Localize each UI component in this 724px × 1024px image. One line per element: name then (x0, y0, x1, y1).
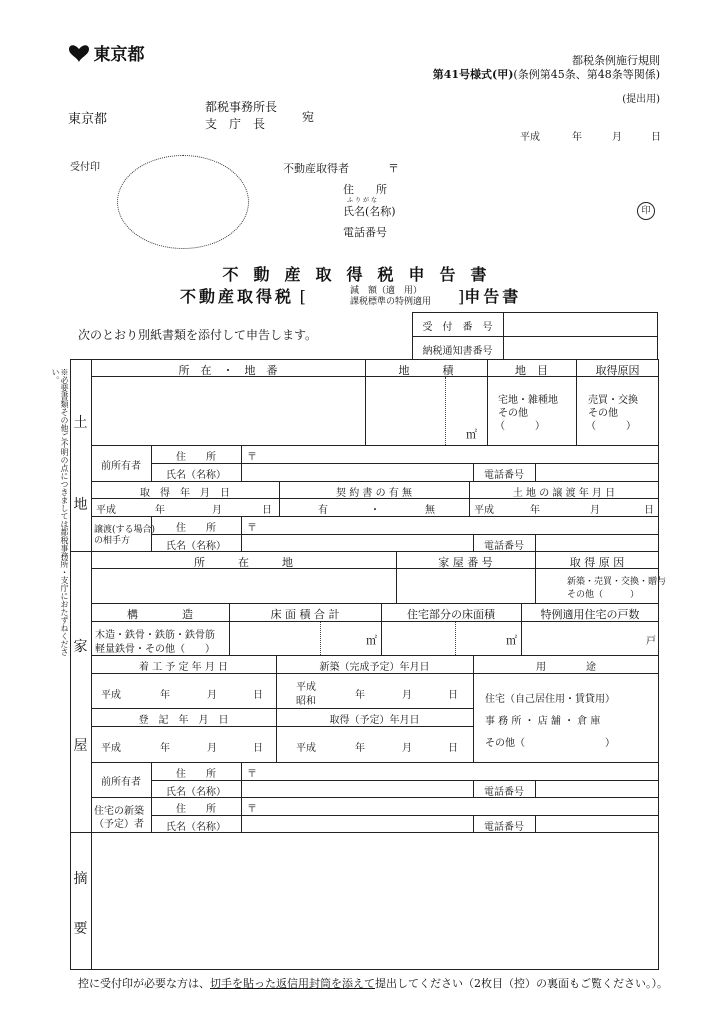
land-transfer-era: 平成 (474, 505, 494, 516)
ginkgo-leaf-icon (68, 43, 90, 63)
registration-year: 年 (160, 743, 170, 754)
date-era: 平成 (520, 132, 540, 143)
transferee-name-label: 氏名（名称） (166, 541, 226, 552)
footer-note-prefix: 控に受付印が必要な方は、 (78, 977, 210, 990)
transferee-phone-label: 電話番号 (484, 541, 524, 552)
postal-mark: 〒 (388, 162, 399, 175)
land-prev-address-label: 住 所 (176, 452, 216, 463)
land-prev-owner-label: 前所有者 (101, 461, 141, 472)
house-prev-address-field[interactable] (260, 763, 658, 779)
acquisition-year: 年 (355, 743, 365, 754)
residential-area-header: 住宅部分の床面積 (407, 608, 495, 621)
use-header: 用 途 (536, 662, 596, 673)
title-prefix: 不動産取得税 (180, 287, 295, 306)
receipt-number-label: 受 付 番 号 (422, 322, 493, 333)
tokyo-logo (68, 40, 145, 65)
use-opt1[interactable]: 住宅（自己居住用・賃貸用） (485, 694, 615, 705)
start-date-header: 着 工 予 定 年 月 日 (138, 662, 229, 673)
form-number: 第41号様式(甲) (432, 68, 514, 81)
builder-phone-field[interactable] (536, 816, 658, 831)
house-prev-phone-label: 電話番号 (484, 787, 524, 798)
builder-address-label: 住 所 (176, 804, 216, 815)
house-label-2: 屋 (73, 738, 88, 754)
registration-day: 日 (253, 743, 263, 754)
start-day: 日 (253, 690, 263, 701)
acquirer-phone-label: 電話番号 (343, 226, 387, 239)
form-title-line1: 不動産取得税申告書 (222, 265, 502, 284)
logo-text: 東京都 (93, 45, 145, 65)
builder-postal-mark: 〒 (247, 804, 257, 815)
side-note: ※必要書類その他ご不明の点につきましては都税事務所・支庁におたずねください。 (51, 368, 69, 656)
form-title-line2 (180, 284, 306, 307)
seal-mark (637, 202, 655, 220)
land-location-field[interactable] (92, 377, 364, 444)
floor-area-field[interactable] (230, 622, 380, 654)
structure-opt2[interactable]: 軽量鉄骨・その他（ ） (95, 644, 215, 655)
land-acq-month: 月 (212, 505, 222, 516)
land-reason-paren: （ ） (586, 421, 636, 432)
land-transfer-month: 月 (590, 505, 600, 516)
date-year: 年 (572, 132, 582, 143)
land-prev-address-field[interactable] (260, 446, 658, 462)
registration-date-header: 登 記 年 月 日 (138, 715, 229, 726)
transferee-label-2: の相手方 (94, 536, 131, 546)
house-prev-name-label: 氏名（名称） (166, 787, 226, 798)
house-label-1: 家 (73, 639, 88, 655)
date-day: 日 (651, 132, 661, 143)
house-reason-opt2[interactable]: その他（ ） (567, 590, 640, 600)
bracket-open: [ (299, 287, 306, 306)
land-transfer-year: 年 (530, 505, 540, 516)
house-reason-opt1[interactable]: 新築・売買・交換・贈与 (567, 577, 667, 587)
house-prev-name-field[interactable] (242, 781, 472, 796)
land-acq-era: 平成 (96, 505, 116, 516)
transferee-postal-mark: 〒 (247, 523, 257, 534)
remarks-label-2: 要 (73, 921, 88, 937)
footer-note-underlined: 切手を貼った返信用封筒を添えて (210, 977, 375, 990)
structure-header: 構 造 (127, 608, 193, 621)
land-reason-opt1[interactable]: 売買・交換 (588, 395, 638, 406)
land-prev-phone-field[interactable] (536, 464, 658, 480)
transferee-phone-field[interactable] (536, 535, 658, 550)
land-prev-postal-mark: 〒 (247, 452, 257, 463)
land-label-2: 地 (73, 497, 88, 513)
contract-yes[interactable]: 有 (318, 505, 328, 516)
form-title-line2-end (458, 284, 521, 307)
house-number-header: 家 屋 番 号 (438, 556, 493, 569)
form-number-line (433, 66, 660, 82)
receipt-stamp-label: 受付印 (70, 162, 100, 173)
special-units-field[interactable] (522, 622, 658, 654)
floor-area-header: 床 面 積 合 計 (270, 608, 340, 621)
addressee-pref: 東京都 (68, 112, 108, 127)
land-location-header: 所 在 ・ 地 番 (178, 364, 278, 377)
completion-day: 日 (448, 690, 458, 701)
land-reason-opt2[interactable]: その他 (588, 408, 618, 419)
acquisition-day: 日 (448, 743, 458, 754)
acquisition-era: 平成 (296, 743, 316, 754)
land-label-1: 土 (73, 415, 88, 431)
receipt-number-field[interactable] (504, 313, 657, 335)
footer-note (78, 975, 668, 991)
house-location-header: 所 在 地 (194, 556, 293, 569)
bracket-line2: 課税標準の特例適用 (350, 297, 432, 307)
seal-icon: 印 (641, 206, 651, 216)
acquisition-month: 月 (402, 743, 412, 754)
land-reason-header: 取得原因 (595, 364, 640, 377)
transferee-address-label: 住 所 (176, 523, 216, 534)
residential-area-field[interactable] (382, 622, 520, 654)
registration-era: 平成 (101, 743, 121, 754)
land-acq-day: 日 (262, 505, 272, 516)
start-year: 年 (160, 690, 170, 701)
house-prev-owner-label: 前所有者 (101, 777, 141, 788)
land-acq-year: 年 (155, 505, 165, 516)
addressee-office-1: 都税事務所長 (205, 100, 278, 114)
land-area-unit: ㎡ (466, 428, 477, 441)
acquirer-label: 不動産取得者 (283, 162, 349, 175)
transferee-address-field[interactable] (260, 517, 658, 533)
special-units-unit: 戸 (646, 636, 656, 647)
land-category-opt2[interactable]: その他 (498, 408, 528, 419)
notice-number-field[interactable] (504, 337, 657, 359)
remarks-label-1: 摘 (73, 871, 88, 887)
receipt-stamp-area (117, 155, 249, 249)
bracket-line1: 減 額（適 用） (350, 286, 423, 296)
land-category-paren: （ ） (495, 421, 545, 432)
furigana-label: ふりがな (347, 197, 380, 204)
notice-number-label: 納税通知書番号 (422, 346, 493, 357)
acquirer-name-label: 氏名(名称) (343, 205, 396, 218)
house-reason-header: 取 得 原 因 (569, 556, 625, 569)
addressee-suffix: 宛 (302, 110, 315, 124)
acquirer-address-label: 住 所 (343, 183, 387, 196)
completion-year: 年 (355, 690, 365, 701)
land-prev-name-field[interactable] (242, 464, 472, 480)
land-area-header: 地 積 (398, 364, 454, 377)
land-prev-phone-label: 電話番号 (484, 470, 524, 481)
house-prev-postal-mark: 〒 (247, 769, 257, 780)
regulation-title: 都税条例施行規則 (572, 54, 660, 67)
floor-area-unit: ㎡ (366, 634, 377, 647)
bracket-close: ] (458, 287, 465, 306)
footer-note-suffix: 提出してください（2枚目（控）の裏面もご覧ください。）。 (375, 977, 668, 990)
special-units-header: 特例適用住宅の戸数 (540, 608, 640, 621)
intro-statement: 次のとおり別紙書類を添付して申告します。 (78, 328, 318, 342)
residential-area-unit: ㎡ (506, 634, 517, 647)
registration-month: 月 (207, 743, 217, 754)
completion-era-alt: 昭和 (296, 696, 316, 707)
completion-date-header: 新築（完成予定）年月日 (319, 662, 430, 673)
transferee-label-1: 譲渡(する場合) (94, 525, 156, 535)
start-era: 平成 (101, 690, 121, 701)
land-contract-header: 契 約 書 の 有 無 (336, 488, 412, 499)
builder-phone-label: 電話番号 (484, 822, 524, 833)
addressee-office-2: 支 庁 長 (205, 117, 266, 131)
land-acq-date-header: 取 得 年 月 日 (140, 488, 230, 499)
land-prev-name-label: 氏名（名称） (166, 470, 226, 481)
remarks-field[interactable] (92, 833, 658, 969)
builder-address-field[interactable] (260, 798, 658, 814)
house-location-field[interactable] (92, 569, 395, 602)
completion-era: 平成 (296, 682, 316, 693)
builder-name-field[interactable] (242, 816, 472, 831)
contract-dot: ・ (370, 505, 380, 516)
completion-month: 月 (402, 690, 412, 701)
title-suffix: 申告書 (464, 287, 522, 306)
acquisition-date-header: 取得（予定）年月日 (329, 715, 420, 726)
use-opt2[interactable]: 事 務 所 ・ 店 舗 ・ 倉 庫 (485, 716, 601, 727)
start-month: 月 (207, 690, 217, 701)
land-category-opt1[interactable]: 宅地・雑種地 (498, 395, 558, 406)
structure-opt1[interactable]: 木造・鉄骨・鉄筋・鉄骨筋 (95, 630, 215, 641)
land-transfer-date-header: 土 地 の 譲 渡 年 月 日 (512, 488, 616, 499)
builder-label-2: （予定）者 (94, 819, 144, 830)
form-reference: (条例第45条、第48条等関係) (513, 68, 660, 81)
house-prev-phone-field[interactable] (536, 781, 658, 796)
use-opt3[interactable]: その他（ ） (485, 738, 615, 749)
date-month: 月 (612, 132, 622, 143)
builder-label-1: 住宅の新築 (94, 806, 144, 817)
submit-copy-label: (提出用) (622, 94, 660, 105)
transferee-name-field[interactable] (242, 535, 472, 550)
house-number-field[interactable] (397, 569, 534, 602)
house-prev-address-label: 住 所 (176, 769, 216, 780)
builder-name-label: 氏名（名称） (166, 822, 226, 833)
contract-no[interactable]: 無 (425, 505, 435, 516)
land-category-header: 地 目 (515, 364, 548, 377)
land-transfer-day: 日 (644, 505, 654, 516)
